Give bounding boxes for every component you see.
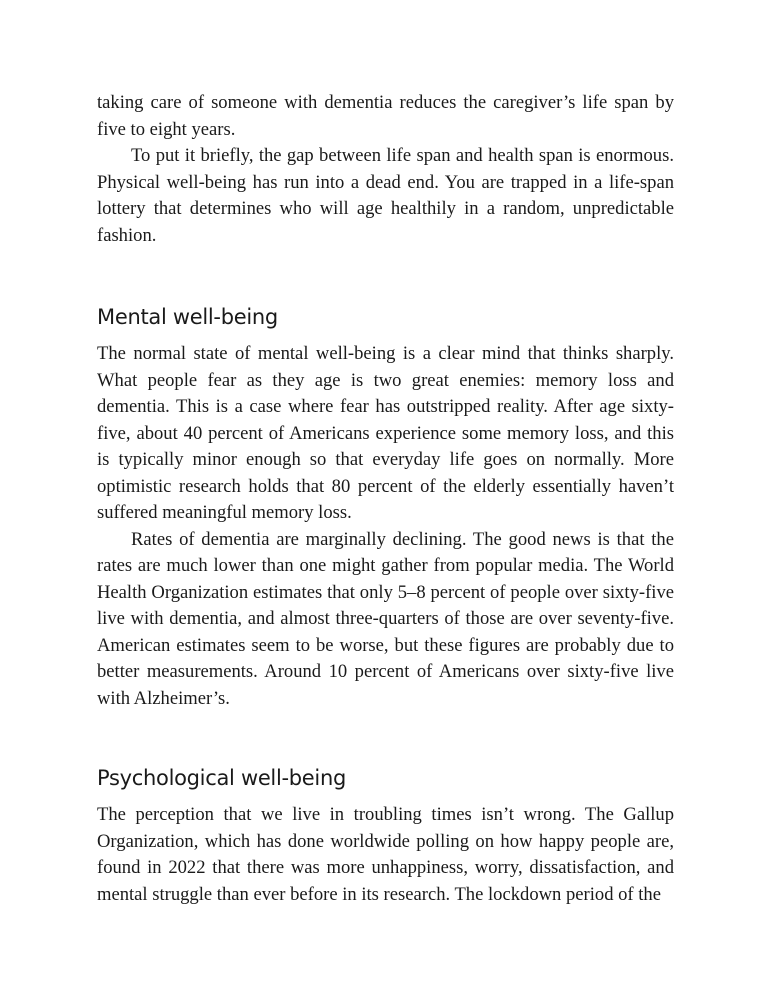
- document-page: [97, 90, 674, 908]
- paragraph: The perception that we live in troubling times isn’t wrong. The Gallup Organization, which has done worldwide polling on how happy people are, found in 2022 that there was more unhappiness, worry, dissatisfaction, and mental struggle than ever before in its research. The lockdown period of the: [97, 804, 674, 905]
- paragraph: The normal state of mental well-being is a clear mind that thinks sharply. What people fear as they age is two great enemies: memory loss and dementia. This is a case where fear has outstripped reality. After age sixty-five, about 40 percent of Americans experience some memory loss, and this is typically minor enough so that everyday life goes on normally. More optimistic research holds that 80 percent of the elderly essentially haven’t suffered meaningful memory loss.: [97, 343, 674, 523]
- section-heading-psychological-well-being: Psychological well-being: [97, 766, 347, 790]
- paragraph: taking care of someone with dementia reduces the caregiver’s life span by five to eight years.: [97, 92, 674, 140]
- paragraph: To put it briefly, the gap between life span and health span is enormous. Physical well-being has run into a dead end. You are trapped in a life-span lottery that determines who will age healthily in a random, unpredictable fashion.: [97, 145, 674, 246]
- paragraph: Rates of dementia are marginally declining. The good news is that the rates are much lower than one might gather from popular media. The World Health Organization estimates that only 5–8 percent of people over sixty-five live with dementia, and almost three-quarters of those are over seventy-five. American estimates seem to be worse, but these figures are probably due to better measurements. Around 10 percent of Americans over sixty-five live with Alzheimer’s.: [97, 528, 674, 709]
- section-heading-mental-well-being: Mental well-being: [97, 305, 278, 329]
